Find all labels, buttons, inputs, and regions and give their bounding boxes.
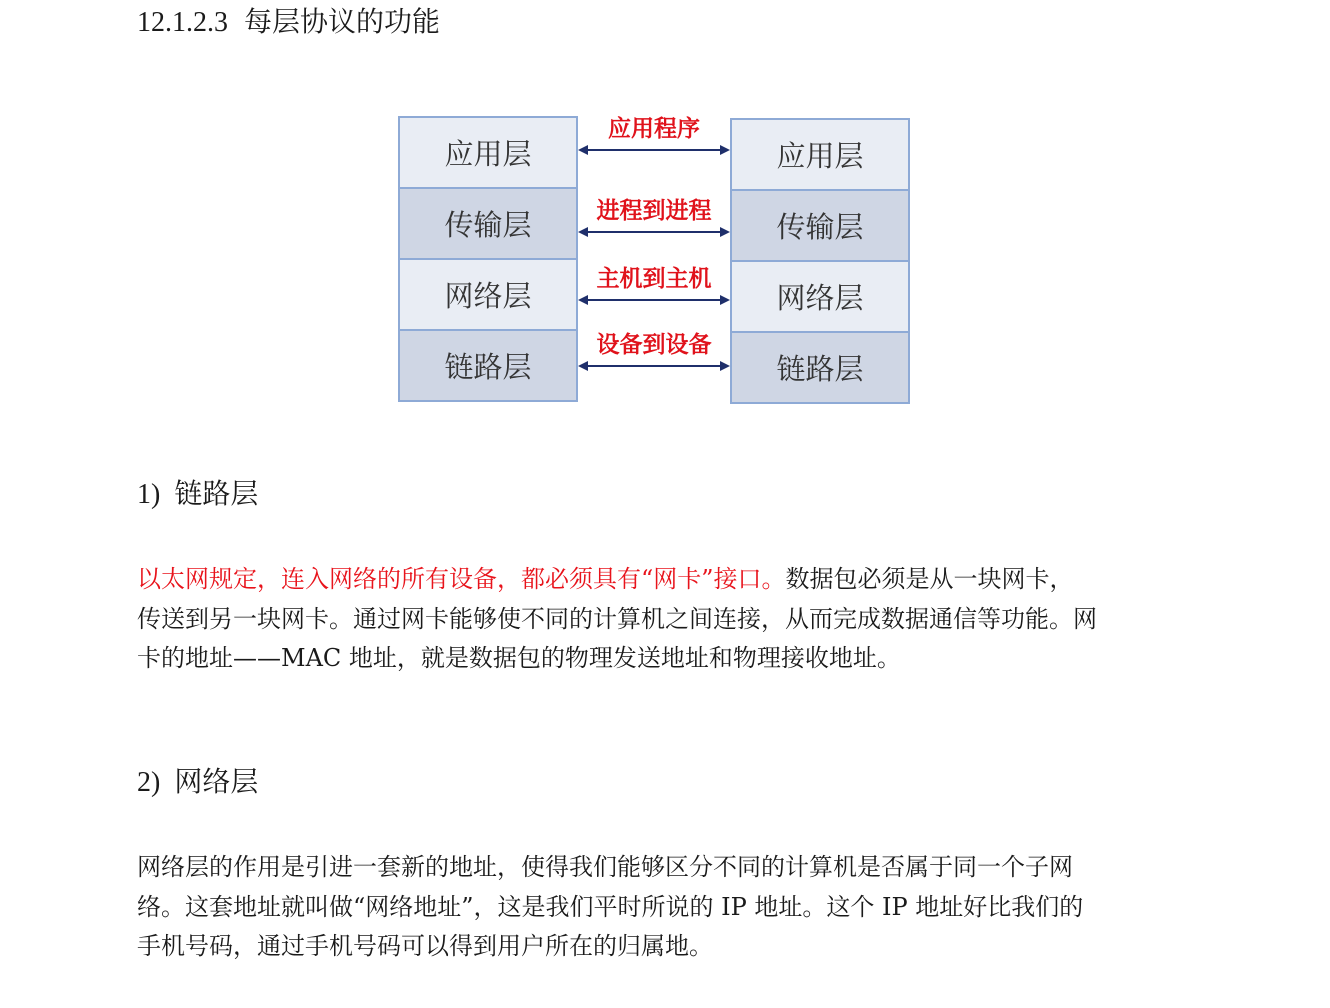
paragraph-line: 络。这套地址就叫做“网络地址”，这是我们平时所说的 IP 地址。这个 IP 地址好比我们的	[137, 892, 1084, 921]
paragraph-line: 卡的地址——MAC 地址，就是数据包的物理发送地址和物理接收地址。	[137, 644, 901, 672]
left-layer-transport: 传输层	[398, 189, 578, 260]
section-number: 12.1.2.3	[137, 7, 228, 38]
double-arrow-icon	[578, 224, 730, 240]
left-layer-application: 应用层	[398, 118, 578, 189]
left-layer-link: 链路层	[398, 331, 578, 402]
right-layer-link: 链路层	[730, 333, 910, 404]
left-layer-stack	[398, 116, 578, 402]
right-layer-application: 应用层	[730, 120, 910, 191]
double-arrow-icon	[578, 142, 730, 158]
right-layer-transport: 传输层	[730, 191, 910, 262]
right-layer-network: 网络层	[730, 262, 910, 333]
paragraph-line: 传送到另一块网卡。通过网卡能够使不同的计算机之间连接，从而完成数据通信等功能。网	[137, 604, 1097, 633]
link-network	[578, 260, 730, 320]
protocol-layers-diagram	[398, 108, 914, 404]
link-application	[578, 110, 730, 170]
heading-number: 2)	[137, 767, 161, 798]
left-layer-network: 网络层	[398, 260, 578, 331]
highlighted-text: 以太网规定，连入网络的所有设备，都必须具有“网卡”接口。	[137, 565, 786, 593]
paragraph-network-layer	[137, 848, 1177, 967]
right-layer-stack	[730, 118, 910, 404]
link-transport	[578, 192, 730, 252]
link-label-network: 主机到主机	[596, 266, 712, 292]
heading-link-layer	[137, 476, 258, 513]
double-arrow-icon	[578, 292, 730, 308]
heading-network-layer	[137, 764, 258, 801]
heading-number: 1)	[137, 479, 161, 510]
section-title	[137, 4, 440, 41]
paragraph-line: 网络层的作用是引进一套新的地址，使得我们能够区分不同的计算机是否属于同一个子网	[137, 853, 1073, 881]
double-arrow-icon	[578, 358, 730, 374]
link-label-transport: 进程到进程	[596, 198, 712, 224]
section-title-text: 每层协议的功能	[244, 5, 441, 38]
paragraph-link-layer	[137, 560, 1177, 679]
paragraph-line: 手机号码，通过手机号码可以得到用户所在的归属地。	[137, 932, 713, 960]
link-label-application: 应用程序	[608, 116, 700, 142]
link-label-device: 设备到设备	[596, 332, 712, 358]
paragraph-line	[137, 560, 1177, 600]
heading-text: 链路层	[174, 477, 259, 510]
link-device	[578, 326, 730, 386]
text-segment: 数据包必须是从一块网卡，	[785, 565, 1074, 593]
heading-text: 网络层	[174, 765, 259, 798]
